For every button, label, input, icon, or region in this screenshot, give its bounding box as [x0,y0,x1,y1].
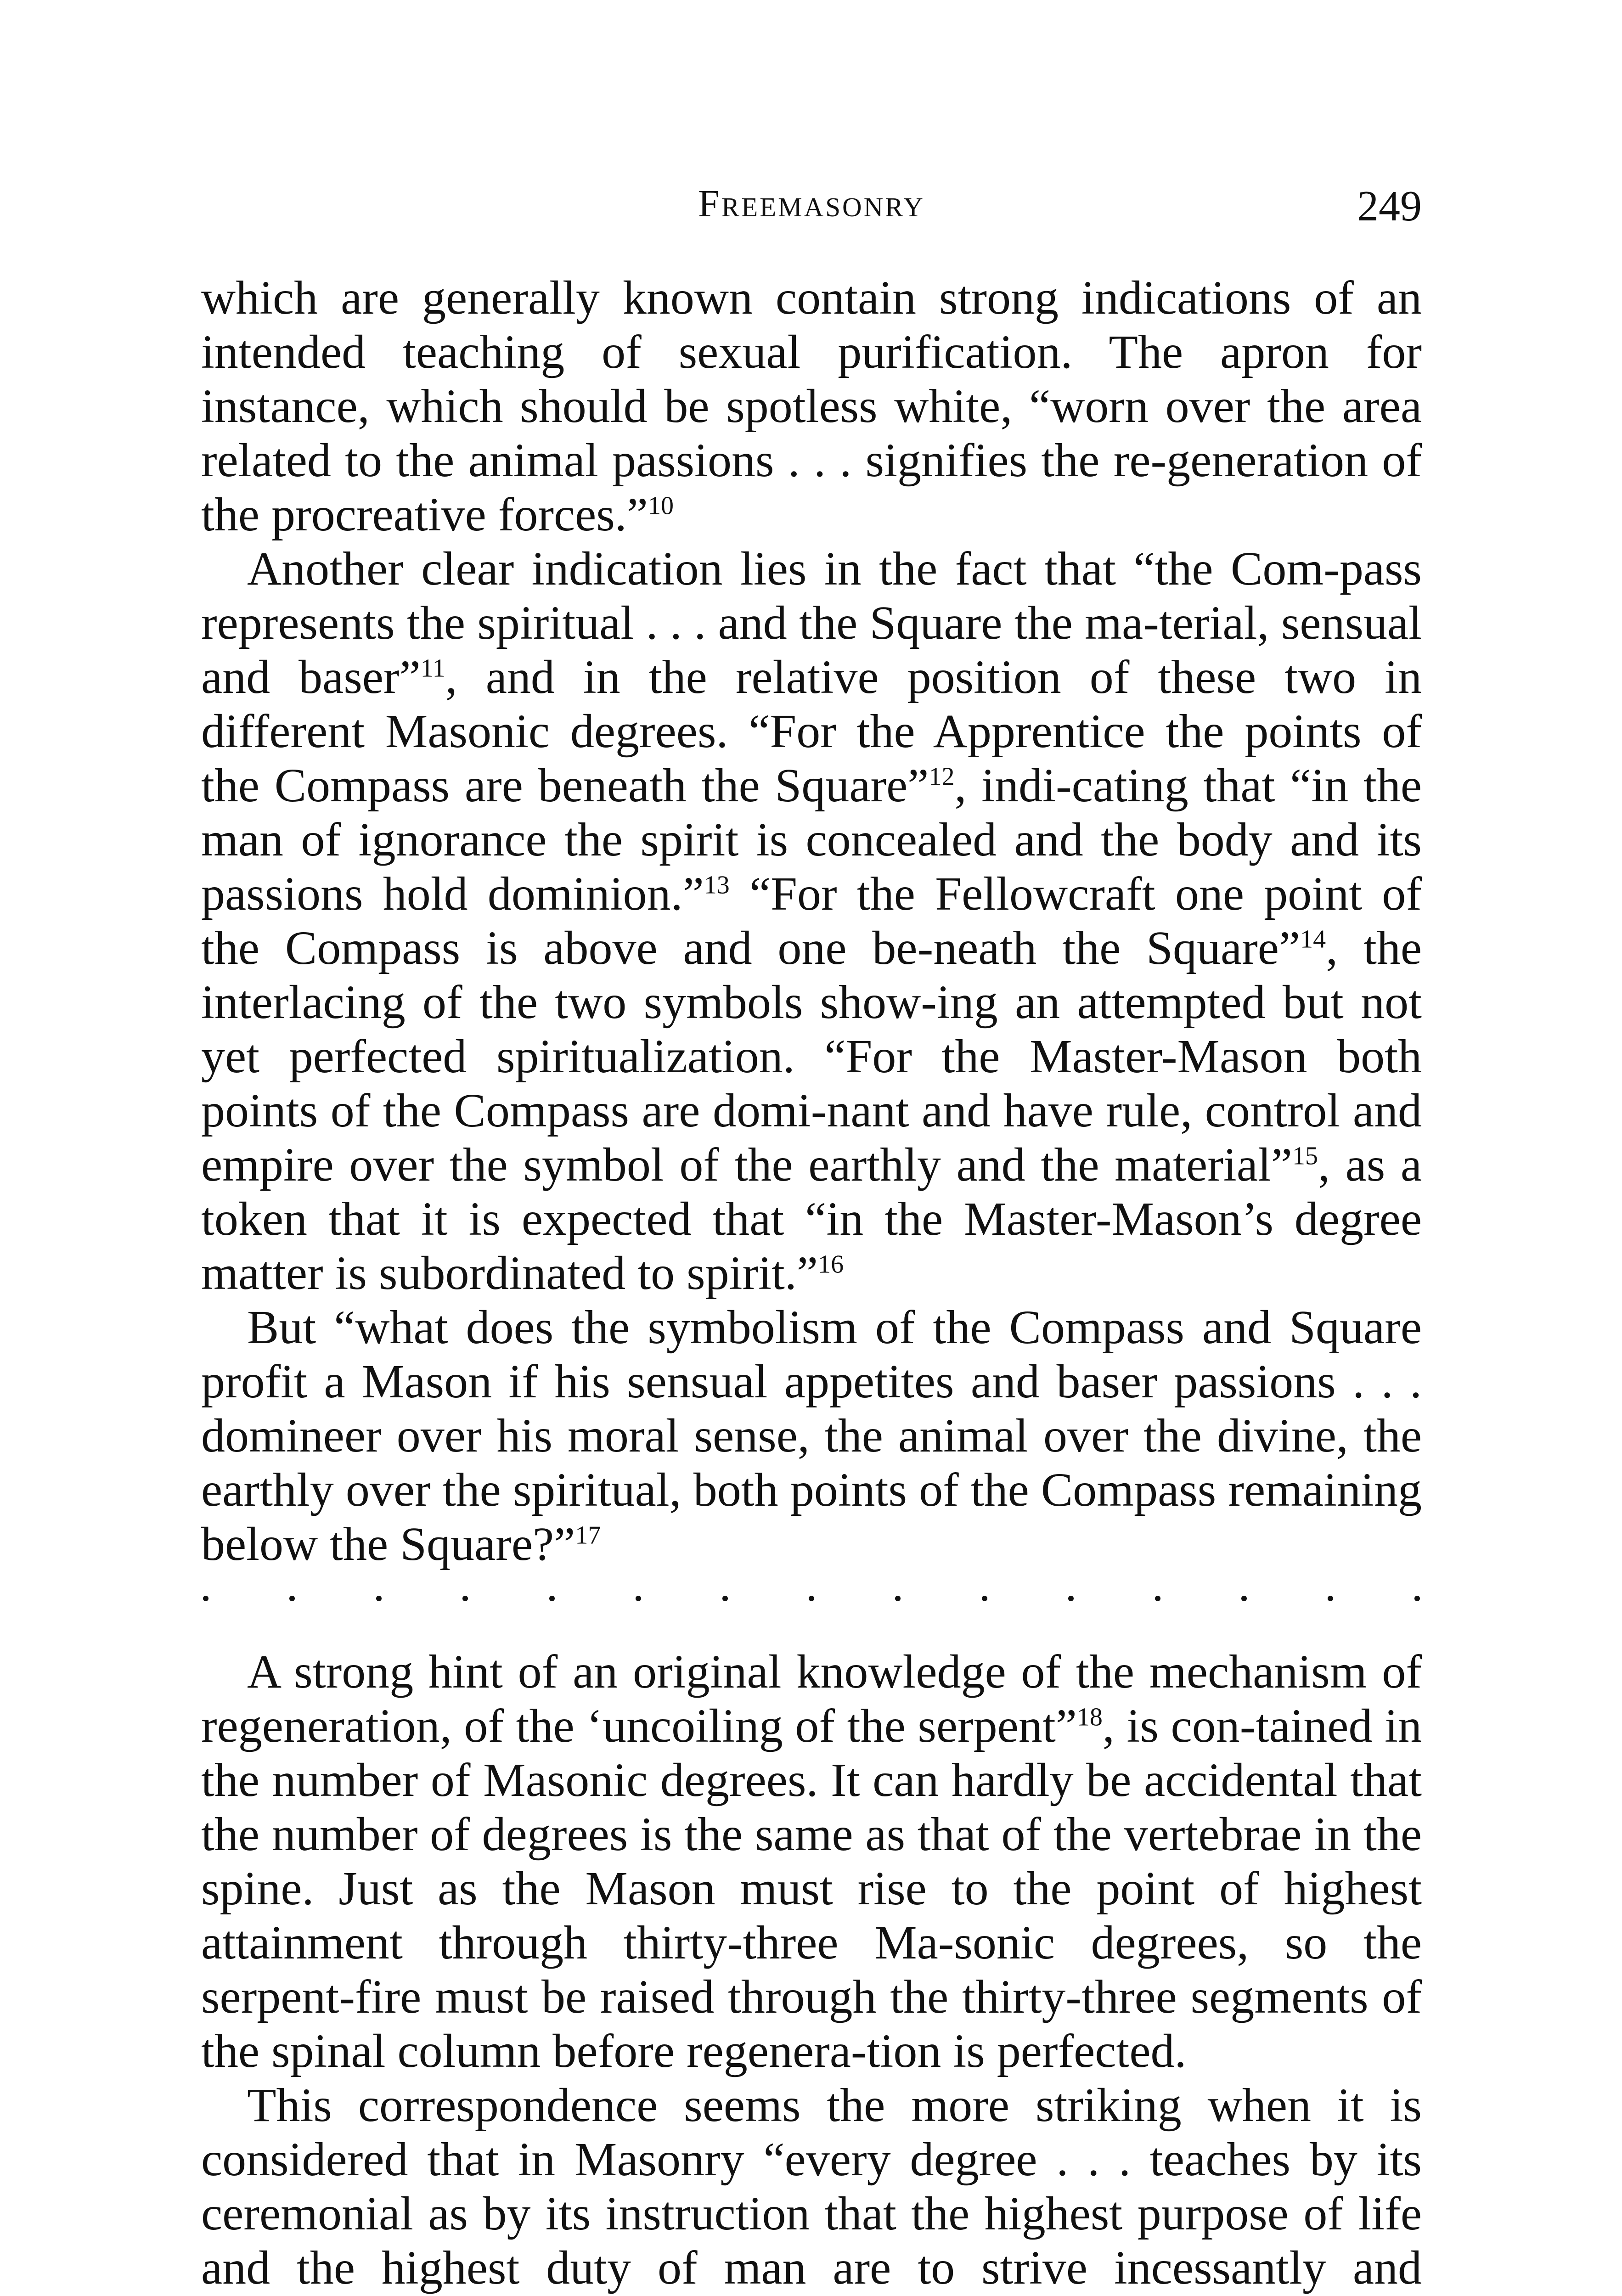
paragraph-compass-square [201,542,1422,1300]
section-dot [203,1596,208,1601]
paragraph-apron [201,271,1422,542]
footnote-ref: 14 [1300,925,1326,954]
section-dot [376,1596,382,1601]
footnote-ref: 15 [1292,1142,1318,1171]
paragraph-text: which are generally known contain strong indications of an intended teaching of sexual purification. The apron for instance, which should be spotless white, “worn over the area related to the animal passions . . . signifies the re-generation of the procreative forces.” [201,271,1422,541]
paragraph-text: , is con-tained in the number of Masonic degrees. It can hardly be accidental that the number of degrees is the same as that of the vertebrae in the spine. Just as the Mason must rise to the point of highest attainment through thirty-three Ma-sonic degrees, so the serpent-fire must be raised through the thirty-three segments of the spinal column before regenera-tion is perfected. [201,1699,1422,2077]
running-title: Freemasonry [698,182,925,225]
paragraph-text: “For the Fellowcraft one point of the Compass is above and one be-neath the Square” [201,867,1422,974]
footnote-ref: 13 [704,871,730,900]
section-dot [462,1596,468,1601]
section-dot [289,1596,295,1601]
paragraph-text: , and in the relative position of these two in different Masonic degrees. “For the Apprentice the points of the Compass are beneath the Square” [201,651,1422,812]
section-break-dots [201,1571,1422,1626]
section-dot [1328,1596,1333,1601]
section-dot [982,1596,987,1601]
paragraph-text: , as a token that it is expected that “in the Master-Mason’s degree matter is subordinated to spirit.” [201,1138,1422,1300]
footnote-ref: 16 [818,1250,844,1279]
footnote-ref: 10 [648,491,674,520]
section-dot [549,1596,555,1601]
body-text [201,271,1422,2296]
paragraph-text: , indi-cating that “in the man of ignorance the spirit is concealed and the body and its passions hold dominion.” [201,759,1422,920]
section-dot [1414,1596,1420,1601]
section-dot [895,1596,901,1601]
paragraph-text: This correspondence seems the more striking when it is considered that in Masonry “every degree . . . teaches by its ceremonial as by its instruction that the highest purpose of life and the highest duty of man are to strive incessantly and [201,2079,1422,2294]
running-head [201,181,1422,236]
paragraph-text: A strong hint of an original knowledge of the mechanism of regeneration, of the ‘uncoiling of the serpent” [201,1645,1422,1752]
section-dot [1155,1596,1160,1601]
section-dot [1241,1596,1247,1601]
section-dot [1068,1596,1074,1601]
section-dot [722,1596,728,1601]
paragraph-text: , the interlacing of the two symbols show-ing an attempted but not yet perfected spiritualization. “For the Master-Mason both points of the Compass are domi-nant and have rule, control and empire over the symbol of the earthly and the material” [201,922,1422,1191]
paragraph-correspondence [201,2078,1422,2296]
footnote-ref: 12 [929,762,955,791]
section-dot [809,1596,814,1601]
footnote-ref: 17 [575,1521,601,1550]
paragraph-symbolism [201,1300,1422,1571]
paragraph-degrees [201,1645,1422,2078]
footnote-ref: 18 [1076,1703,1103,1732]
paragraph-text: But “what does the symbolism of the Compass and Square profit a Mason if his sensual appetites and baser passions . . . domineer over his moral sense, the animal over the divine, the earthly over the spiritual, both points of the Compass remaining below the Square?” [201,1301,1422,1570]
paragraph-text: Another clear indication lies in the fact that “the Com-pass represents the spiritual . . . and the Square the ma-terial, sensual and baser” [201,542,1422,703]
footnote-ref: 11 [420,654,445,683]
section-dot [636,1596,641,1601]
page-number: 249 [1357,182,1422,230]
